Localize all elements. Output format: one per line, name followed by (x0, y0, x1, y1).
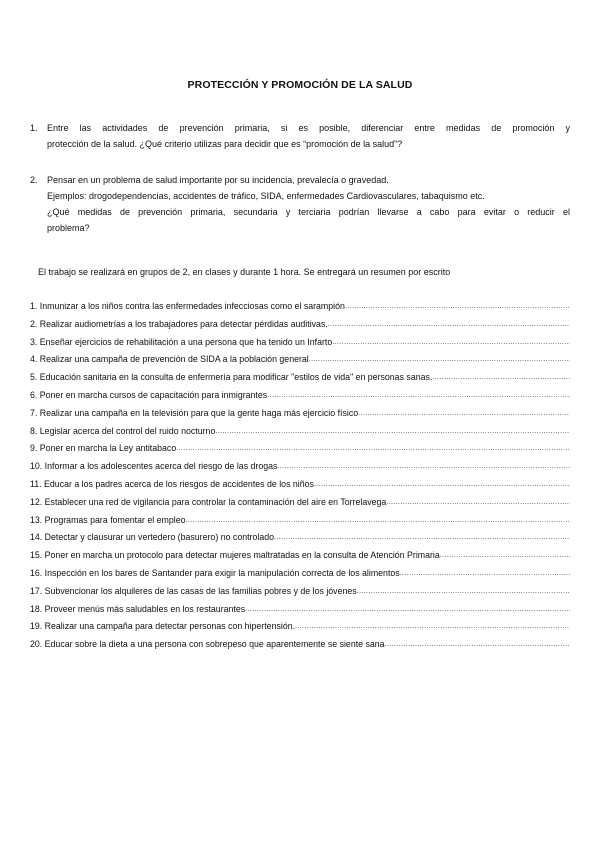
list-item-text: 12. Establecer una red de vigilancia para controlar la contaminación del aire en Torrelavega (30, 496, 387, 507)
list-item (30, 512, 570, 530)
list-item (30, 369, 570, 387)
assignment-note: El trabajo se realizará en grupos de 2, en clases y durante 1 hora. Se entregará un resumen por escrito (38, 267, 451, 277)
list-item-text: 3. Enseñar ejercicios de rehabilitación a una persona que ha tenido un Infarto (30, 336, 333, 347)
list-item-text: 8. Legislar acerca del control del ruido nocturno (30, 425, 216, 436)
dot-leader (314, 476, 570, 494)
list-item (30, 334, 570, 352)
list-item-text: 2. Realizar audiometrías a los trabajadores para detectar pérdidas auditivas. (30, 318, 328, 329)
dot-leader (328, 316, 570, 334)
dot-leader (358, 405, 570, 423)
list-item (30, 529, 570, 547)
list-item (30, 458, 570, 476)
dot-leader (186, 512, 571, 530)
list-item-text: 18. Proveer menús más saludables en los restaurantes (30, 603, 246, 614)
dot-leader (386, 494, 570, 512)
list-item-text: 6. Poner en marcha cursos de capacitación para inmigrantes (30, 389, 268, 400)
dot-leader (277, 458, 570, 476)
question-line: protección de la salud. ¿Qué criterio utilizas para decidir que es “promoción de la salud”? (47, 139, 403, 149)
question-number: 1. (30, 123, 38, 133)
list-item-text: 14. Detectar y clausurar un vertedero (basurero) no controlado (30, 532, 274, 543)
list-item (30, 636, 570, 654)
list-item-text: 9. Poner en marcha la Ley antitabaco (30, 443, 177, 454)
list-item-text: 11. Educar a los padres acerca de los riesgos de accidentes de los niños (30, 478, 314, 489)
dot-leader (357, 583, 570, 601)
list-item-text: 17. Subvencionar los alquileres de las casas de las familias pobres y de los jóvenes (30, 585, 357, 596)
dot-leader (385, 636, 570, 654)
question-1 (30, 120, 570, 152)
dot-leader (432, 369, 570, 387)
dot-leader (245, 601, 570, 619)
list-item-text: 7. Realizar una campaña en la televisión para que la gente haga más ejercicio físico (30, 407, 359, 418)
dot-leader (332, 334, 570, 352)
question-line: problema? (47, 223, 90, 233)
question-line: ¿Qué medidas de prevención primaria, secundaria y terciaria podrían llevarse a cabo para evitar o reducir el (47, 207, 570, 217)
list-item-text: 1. Inmunizar a los niños contra las enfermedades infecciosas como el sarampión (30, 301, 345, 311)
list-item (30, 618, 570, 636)
list-item-text: 20. Educar sobre la dieta a una persona con sobrepeso que aparentemente se siente sana (30, 639, 385, 650)
dot-leader (309, 351, 570, 369)
dot-leader (215, 423, 570, 441)
activity-list (30, 298, 570, 654)
page-title: PROTECCIÓN Y PROMOCIÓN DE LA SALUD (187, 79, 413, 91)
list-item (30, 476, 570, 494)
question-line: Ejemplos: drogodependencias, accidentes de tráfico, SIDA, enfermedades Cardiovasculares, tabaquismo etc. (47, 191, 485, 201)
list-item (30, 405, 570, 423)
list-item (30, 316, 570, 334)
list-item-text: 5. Educación sanitaria en la consulta de enfermería para modificar "estilos de vida" en personas sanas. (30, 372, 433, 383)
list-item (30, 423, 570, 441)
dot-leader (176, 440, 570, 458)
list-item (30, 583, 570, 601)
list-item-text: 15. Poner en marcha un protocolo para detectar mujeres maltratadas en la consulta de Atención Primaria (30, 550, 440, 561)
list-item-text: 16. Inspección en los bares de Santander para exigir la manipulación correcta de los alimentos (30, 567, 400, 578)
list-item (30, 440, 570, 458)
question-line: Pensar en un problema de salud importante por su incidencia, prevalecía o gravedad. (47, 175, 389, 185)
list-item (30, 387, 570, 405)
question-number: 2. (30, 175, 38, 185)
list-item (30, 547, 570, 565)
list-item-text: 10. Informar a los adolescentes acerca del riesgo de las drogas (30, 461, 278, 472)
list-item-text: 19. Realizar una campaña para detectar personas con hipertensión. (30, 621, 296, 632)
dot-leader (274, 529, 570, 547)
dot-leader (440, 547, 570, 565)
list-item (30, 351, 570, 369)
list-item (30, 601, 570, 619)
question-2 (30, 172, 570, 236)
list-item (30, 494, 570, 512)
dot-leader (295, 618, 570, 636)
dot-leader (345, 298, 570, 316)
question-line: Entre las actividades de prevención primaria, si es posible, diferenciar entre medidas de promoción y (47, 123, 570, 133)
list-item (30, 298, 570, 316)
list-item-text: 4. Realizar una campaña de prevención de SIDA a la población general (30, 354, 309, 365)
dot-leader (267, 387, 570, 405)
dot-leader (400, 565, 570, 583)
list-item-text: 13. Programas para fomentar el empleo (30, 514, 186, 525)
list-item (30, 565, 570, 583)
